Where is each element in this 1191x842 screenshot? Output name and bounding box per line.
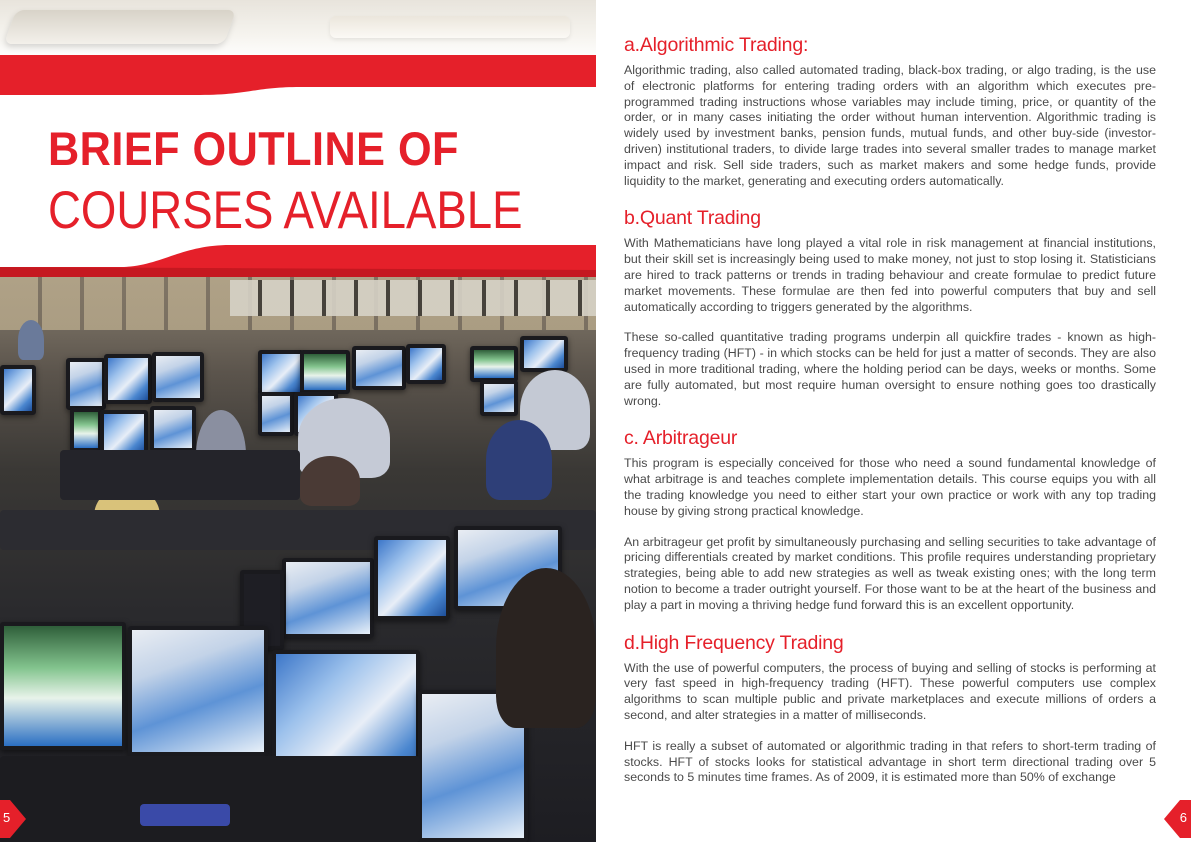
trader — [18, 320, 44, 360]
trading-desk — [60, 450, 300, 500]
course-list — [624, 32, 1156, 786]
section-paragraph: This program is especially conceived for those who need a sound fundamental knowledge of what arbitrage is and teaches complete implementation details. This course equips you with all the trading knowledge you need to either start your own practice or work with any top trading house by giving strong practical knowledge. — [624, 456, 1156, 518]
headline-line-2: COURSES AVAILABLE — [48, 181, 523, 240]
trader — [300, 456, 360, 506]
trading-desk — [0, 756, 420, 842]
section-paragraph: Algorithmic trading, also called automated trading, black-box trading, or algo trading, is the use of electronic platforms for entering trading orders with an algorithm which executes pre-programmed trading instructions whose variables may include timing, price, or quantity of the order, or in many cases initiating the order without human intervention. Algorithmic trading is widely used by investment banks, pension funds, mutual funds, and other buy-side (investor-driven) institutional traders, to divide large trades into several smaller trades to manage market impact and risk. Sell side traders, such as market makers and some hedge funds, provide liquidity to the market, generating and executing orders automatically. — [624, 63, 1156, 188]
right-page — [596, 0, 1191, 842]
monitor — [352, 346, 406, 390]
monitor — [258, 392, 294, 436]
monitor — [258, 350, 304, 396]
monitor — [0, 622, 126, 750]
trading-floor-photo — [0, 270, 596, 842]
section-paragraph: HFT is really a subset of automated or algorithmic trading in that refers to short-term trading of stocks. HFT of stocks looks for statistical advantage in short term directional trading over 5 seconds to 5 minutes time frames. As of 2009, it is estimated more than 50% of exchange — [624, 738, 1156, 785]
monitor — [300, 350, 350, 394]
headline-line-1: BRIEF OUTLINE OF — [48, 122, 459, 175]
page-number-right-value: 6 — [1179, 810, 1187, 825]
monitor — [0, 365, 36, 415]
ceiling-lights-photo — [0, 0, 596, 60]
page-number-right — [1164, 800, 1191, 838]
section-title-algorithmic-trading: a.Algorithmic Trading: — [624, 34, 809, 56]
section-title-arbitrageur: c. Arbitrageur — [624, 427, 738, 450]
monitor — [150, 406, 196, 452]
monitor — [104, 354, 152, 404]
page-number-left-value: 5 — [3, 810, 11, 825]
section-title-quant-trading: b.Quant Trading — [624, 207, 761, 230]
monitor — [480, 380, 518, 416]
monitor — [70, 408, 102, 452]
monitor — [406, 344, 446, 384]
section-paragraph: With Mathematicians have long played a vital role in risk management at financial institutions, but their skill set is increasingly being used to make money, not just to stop losing it. Statisticians are hired to track patterns or trends in trading behaviour and create formulae to predict future market movements. These formulae are then fed into powerful computers that buy and sell automatically according to triggers generated by the algorithms. — [624, 236, 1156, 314]
trader — [496, 568, 596, 728]
keyboard — [140, 804, 230, 826]
light-fixture — [330, 16, 570, 38]
monitor — [152, 352, 204, 402]
section-paragraph: With the use of powerful computers, the process of buying and selling of stocks is performing at very fast speed in high-frequency trading (HFT). These powerful computers use complex algorithms to scan multiple public and private marketplaces and execute millions of orders a second, and alter strategies in a matter of milliseconds. — [624, 660, 1156, 722]
monitor — [470, 346, 518, 382]
monitor — [520, 336, 568, 372]
monitor — [128, 626, 268, 756]
section-paragraph: These so-called quantitative trading programs underpin all quickfire trades - known as high-frequency trading (HFT) - in which stocks can be held for just a matter of seconds. They are also used in more traditional trading, where the holding period can be days, weeks or months. Some are fully automated, but most require human oversight to ensure nothing goes too drastically wrong. — [624, 330, 1156, 408]
section-title-high-frequency-trading: d.High Frequency Trading — [624, 631, 844, 654]
page-number-left — [0, 800, 26, 838]
monitor — [374, 536, 450, 620]
light-fixture — [4, 10, 236, 44]
section-paragraph: An arbitrageur get profit by simultaneously purchasing and selling securities to take advantage of pricing differentials created by market conditions. This profile requires understanding proprietary strategies, being able to add new strategies as well as tweak existing ones; with the long term notion to become a trader outright yourself. For those want to be at the heart of the business and play a part in moving a thriving hedge fund forward this is an excellent opportunity. — [624, 534, 1156, 612]
monitor — [66, 358, 106, 410]
headline — [48, 123, 588, 241]
trader — [486, 420, 552, 500]
monitor — [282, 558, 374, 638]
